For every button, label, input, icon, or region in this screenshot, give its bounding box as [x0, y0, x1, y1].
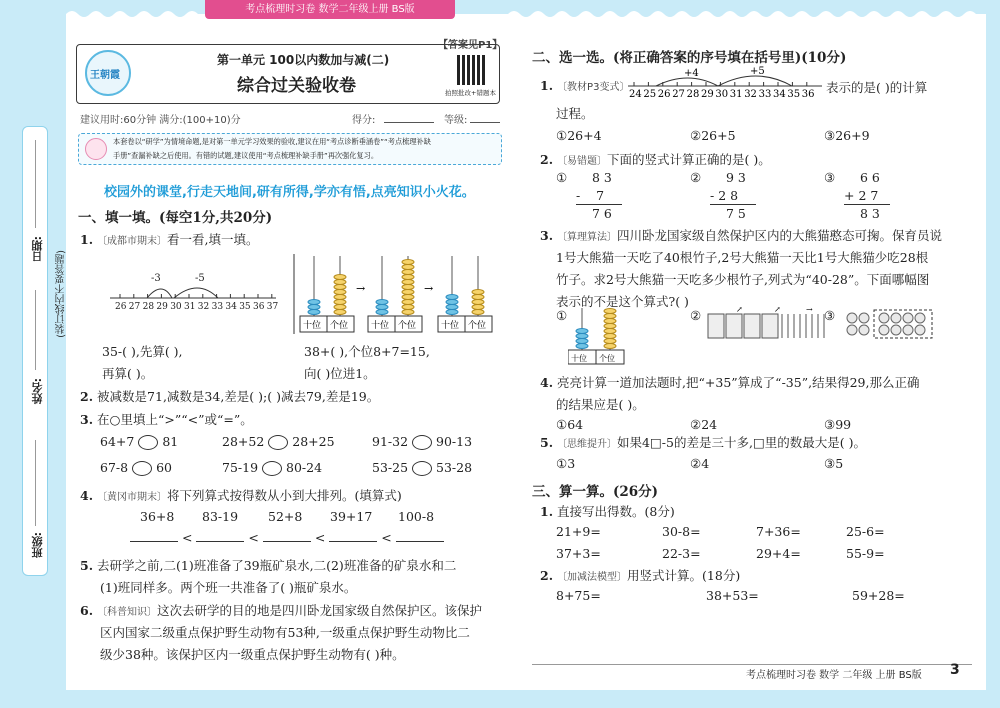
- option[interactable]: ②26+5: [690, 128, 736, 143]
- calc-item[interactable]: 7+36=: [756, 524, 801, 539]
- vertical-calc-option-2[interactable]: ② 9 3 - 2 8 7 5: [690, 170, 800, 228]
- abacus-bead: [334, 275, 346, 280]
- s1-q6b: 区内国家二级重点保护野生动物有53种,一级重点保护野生动物比二: [100, 625, 470, 640]
- class-line: [35, 440, 36, 526]
- abacus-bead: [446, 310, 458, 315]
- calc-item[interactable]: 37+3=: [556, 546, 601, 561]
- abacus-bead: [376, 310, 388, 315]
- svg-text:↗: ↗: [736, 306, 743, 314]
- abacus-bead: [334, 290, 346, 295]
- abacus-bead: [402, 260, 414, 265]
- abacus-bead: [472, 295, 484, 300]
- s2-q4a: 4. 亮亮计算一道加法题时,把“+35”算成了“-35”,结果得29,那么正确: [540, 375, 920, 390]
- tick-label: 26: [115, 302, 127, 312]
- tick-label: 36: [801, 89, 815, 100]
- section2-heading: 二、选一选。(将正确答案的序号填在括号里)(10分): [532, 50, 847, 66]
- grade-line: [470, 122, 500, 123]
- tick-label: 28: [686, 89, 700, 100]
- s1-q5a: 5. 去研学之前,二(1)班准备了39瓶矿泉水,二(2)班准备的矿泉水和二: [80, 558, 457, 573]
- blank-circle: [262, 461, 282, 476]
- s1-q1b: 38+( ),个位8+7=15,: [304, 344, 430, 359]
- sort-item: 83-19: [202, 509, 239, 524]
- s2-q1-line2: 过程。: [556, 106, 594, 121]
- abacus-bead: [446, 305, 458, 310]
- nl1-jump-label: -3: [151, 273, 161, 284]
- abacus-bead: [402, 285, 414, 290]
- qr-code-icon[interactable]: [457, 55, 487, 85]
- abacus-option-1: [568, 304, 628, 366]
- abacus-bead: [472, 290, 484, 295]
- s2-q1-after: 表示的是( )的计算: [826, 80, 928, 95]
- note-line-1: 本套卷以“研学”为情境命题,是对第一单元学习效果的验收,建议在用“考点诊断垂涵卷”“考点梳理补缺: [113, 137, 431, 146]
- option[interactable]: ②24: [690, 417, 718, 432]
- tick-label: 30: [170, 302, 182, 312]
- time-limit: 建议用时:60分钟 满分:(100+10)分: [80, 115, 241, 126]
- s2-q4b: 的结果应是( )。: [556, 397, 645, 412]
- s2-q5: 5. 〔思维提升〕如果4□-5的差是三十多,□里的数最大是( )。: [540, 435, 866, 450]
- footer-rule: [532, 664, 972, 665]
- s2-q3c: 竹子。求2号大熊猫一天吃多少根竹子,列式为“40-28”。下面哪幅图: [556, 272, 930, 287]
- sort-item: 39+17: [330, 509, 373, 524]
- s2-q3d: 表示的不是这个算式?( ): [556, 294, 689, 309]
- cmp-item[interactable]: 64+7 81: [100, 434, 179, 449]
- option[interactable]: ①64: [556, 417, 584, 432]
- page-number: 3: [950, 662, 960, 678]
- abacus-tens-label: 十位: [303, 321, 322, 331]
- abacus-bead: [402, 270, 414, 275]
- qr-caption: 拍照批改+错题本: [445, 89, 496, 97]
- brand-logo: [85, 50, 131, 96]
- grade-label: 等级:: [444, 115, 468, 126]
- tick-label: 25: [643, 89, 657, 100]
- calc-item[interactable]: 21+9=: [556, 524, 601, 539]
- vertical-calc-option-3[interactable]: ③ 6 6 + 2 7 8 3: [824, 170, 934, 228]
- blank-circle: [132, 461, 152, 476]
- abacus-diagrams: [292, 252, 502, 338]
- vcalc-item[interactable]: 8+75=: [556, 588, 601, 603]
- option[interactable]: ③99: [824, 417, 852, 432]
- tick-label: 29: [701, 89, 714, 100]
- abacus-bead: [334, 300, 346, 305]
- number-line-1: [100, 264, 280, 312]
- abacus-bead: [308, 300, 320, 305]
- sort-item: 36+8: [140, 509, 175, 524]
- s2-q1: 1. 〔教材P3变式〕: [540, 78, 630, 93]
- tick-label: 24: [629, 89, 642, 100]
- abacus-bead: [402, 295, 414, 300]
- abacus-bead: [334, 280, 346, 285]
- tick-label: 31: [184, 302, 196, 312]
- footer-text: 考点梳理时习卷 数学 二年级 上册 BS版: [746, 670, 922, 681]
- nl2-jump-label: +4: [684, 68, 699, 79]
- tick-label: 36: [253, 302, 265, 312]
- abacus-bead: [376, 305, 388, 310]
- s1-q1a: 35-( ),先算( ),: [102, 344, 183, 359]
- s2-q3a: 3. 〔算理算法〕四川卧龙国家级自然保护区内的大熊猫憨态可掬。保育员说: [540, 228, 943, 243]
- s2-q2: 2. 〔易错题〕下面的竖式计算正确的是( )。: [540, 152, 771, 167]
- page-title: 综合过关验收卷: [237, 76, 356, 96]
- option[interactable]: ①26+4: [556, 128, 602, 143]
- tick-label: 35: [787, 89, 801, 100]
- tick-label: 35: [239, 302, 251, 312]
- abacus-bead: [472, 310, 484, 315]
- cmp-item[interactable]: 67-8 60: [100, 460, 172, 475]
- tick-label: 29: [156, 302, 168, 312]
- section3-heading: 三、算一算。(26分): [532, 484, 659, 500]
- bamboo-bundles-picture: [706, 306, 830, 340]
- calc-item[interactable]: 55-9=: [846, 546, 885, 561]
- tick-label: 27: [672, 89, 685, 100]
- cmp-item[interactable]: 91-32 90-13: [372, 434, 473, 449]
- score-line: [384, 122, 434, 123]
- tick-label: 31: [729, 89, 743, 100]
- cmp-item[interactable]: 28+52 28+25: [222, 434, 335, 449]
- logo-text: 王朝霞: [90, 70, 120, 81]
- s3-q1: 1. 直接写出得数。(8分): [540, 504, 675, 519]
- abacus-bead: [402, 265, 414, 270]
- note-line-2: 手册”查漏补缺之后使用。有错的试题,建议使用“考点梳理补缺手册”再次强化复习。: [113, 151, 379, 160]
- girl-mascot-icon: [85, 138, 107, 160]
- bamboo-groups-picture: [842, 308, 934, 340]
- s1-q6a: 6. 〔科普知识〕这次去研学的目的地是四川卧龙国家级自然保护区。该保护: [80, 603, 483, 618]
- sort-item: 100-8: [398, 509, 435, 524]
- abacus-bead: [472, 300, 484, 305]
- seal-line-text: (装订线内不要答题): [56, 250, 67, 338]
- svg-text:个位: 个位: [599, 354, 615, 363]
- nl1-jump-label: -5: [195, 273, 205, 284]
- abacus-tens-label: 十位: [371, 321, 390, 331]
- option[interactable]: ①: [556, 308, 568, 323]
- class-label: 班级:: [31, 532, 44, 559]
- unit-title: 第一单元 100以内数加与减(二): [217, 53, 390, 67]
- option[interactable]: ③: [824, 308, 836, 323]
- s1-q2: 2. 被减数是71,减数是34,差是( );( )减去79,差是19。: [80, 389, 380, 404]
- option[interactable]: ②4: [690, 456, 710, 471]
- s2-q3b: 1号大熊猫一天吃了40根竹子,2号大熊猫一天比1号大熊猫少吃28根: [556, 250, 929, 265]
- date-label: 日期:: [31, 236, 44, 263]
- abacus-ones-label: 个位: [468, 321, 487, 331]
- s1-q1a2: 再算( )。: [102, 366, 154, 381]
- svg-text:↗: ↗: [774, 306, 781, 314]
- tick-label: 34: [773, 89, 786, 100]
- abacus-bead: [402, 300, 414, 305]
- abacus-bead: [376, 300, 388, 305]
- s1-q1: 1. 〔成都市期末〕看一看,填一填。: [80, 232, 259, 247]
- tick-label: 27: [128, 302, 141, 312]
- nl2-jump-label: +5: [750, 66, 765, 77]
- blank-circle: [412, 435, 432, 450]
- abacus-bead: [446, 295, 458, 300]
- abacus-ones-label: 个位: [398, 321, 417, 331]
- option[interactable]: ③5: [824, 456, 844, 471]
- s1-q1b2: 向( )位进1。: [304, 366, 376, 381]
- blank-circle: [268, 435, 288, 450]
- abacus-bead: [308, 305, 320, 310]
- s1-q4: 4. 〔黄冈市期末〕将下列算式按得数从小到大排列。(填算式): [80, 488, 402, 503]
- tick-label: 32: [197, 302, 210, 312]
- abacus-bead: [402, 280, 414, 285]
- abacus-bead: [334, 310, 346, 315]
- section1-heading: 一、填一填。(每空1分,共20分): [78, 210, 273, 226]
- calc-item[interactable]: 29+4=: [756, 546, 801, 561]
- tick-label: 30: [715, 89, 729, 100]
- number-line-2: [626, 64, 824, 104]
- tick-label: 28: [142, 302, 155, 312]
- abacus-bead: [402, 290, 414, 295]
- calc-item[interactable]: 22-3=: [662, 546, 701, 561]
- tick-label: 26: [657, 89, 671, 100]
- vcalc-item[interactable]: 38+53=: [706, 588, 759, 603]
- vcalc-item[interactable]: 59+28=: [852, 588, 905, 603]
- abacus-bead: [402, 275, 414, 280]
- s3-q2: 2. 〔加减法模型〕用竖式计算。(18分): [540, 568, 741, 583]
- tick-label: 33: [758, 89, 772, 100]
- svg-text:→: →: [424, 282, 434, 295]
- slogan: 校园外的课堂,行走天地间,研有所得,学亦有悟,点亮知识小火花。: [104, 185, 475, 200]
- abacus-bead: [334, 285, 346, 290]
- name-line: [35, 290, 36, 370]
- header-box: [76, 44, 500, 104]
- tick-label: 33: [211, 302, 224, 312]
- calc-item[interactable]: 30-8=: [662, 524, 701, 539]
- tick-label: 34: [225, 302, 237, 312]
- calc-item[interactable]: 25-6=: [846, 524, 885, 539]
- blank-circle: [138, 435, 158, 450]
- abacus-bead: [334, 305, 346, 310]
- s1-q6c: 级少38种。该保护区内一级重点保护野生动物有( )种。: [100, 647, 405, 662]
- abacus-bead: [472, 305, 484, 310]
- abacus-bead: [308, 310, 320, 315]
- s1-q5b: (1)班同样多。两个班一共准备了( )瓶矿泉水。: [100, 580, 357, 595]
- abacus-bead: [402, 305, 414, 310]
- vertical-calc-option-1[interactable]: ① 8 3 - 7 7 6: [556, 170, 666, 228]
- cmp-item[interactable]: 53-25 53-28: [372, 460, 473, 475]
- abacus-tens-label: 十位: [441, 321, 460, 331]
- option[interactable]: ②: [690, 308, 702, 323]
- tick-label: 37: [266, 302, 279, 312]
- blank-circle: [412, 461, 432, 476]
- abacus-bead: [446, 300, 458, 305]
- score-label: 得分:: [352, 115, 376, 126]
- svg-text:→: →: [356, 282, 366, 295]
- top-banner: 考点梳理时习卷 数学二年级上册 BS版: [205, 0, 455, 19]
- svg-text:→: →: [806, 306, 813, 314]
- abacus-bead: [334, 295, 346, 300]
- name-label: 姓名:: [31, 378, 44, 405]
- sort-answer-line[interactable]: < < < <: [130, 530, 460, 546]
- tick-label: 32: [744, 89, 757, 100]
- abacus-bead: [402, 310, 414, 315]
- svg-text:十位: 十位: [571, 354, 587, 363]
- option[interactable]: ③26+9: [824, 128, 870, 143]
- intro-note: [78, 133, 502, 165]
- date-line: [35, 140, 36, 228]
- option[interactable]: ①3: [556, 456, 576, 471]
- abacus-ones-label: 个位: [330, 321, 349, 331]
- cmp-item[interactable]: 75-19 80-24: [222, 460, 323, 475]
- sort-item: 52+8: [268, 509, 303, 524]
- answer-reference: 【答案见P1】: [438, 40, 503, 51]
- s1-q3: 3. 在○里填上“>”“<”或“=”。: [80, 412, 253, 427]
